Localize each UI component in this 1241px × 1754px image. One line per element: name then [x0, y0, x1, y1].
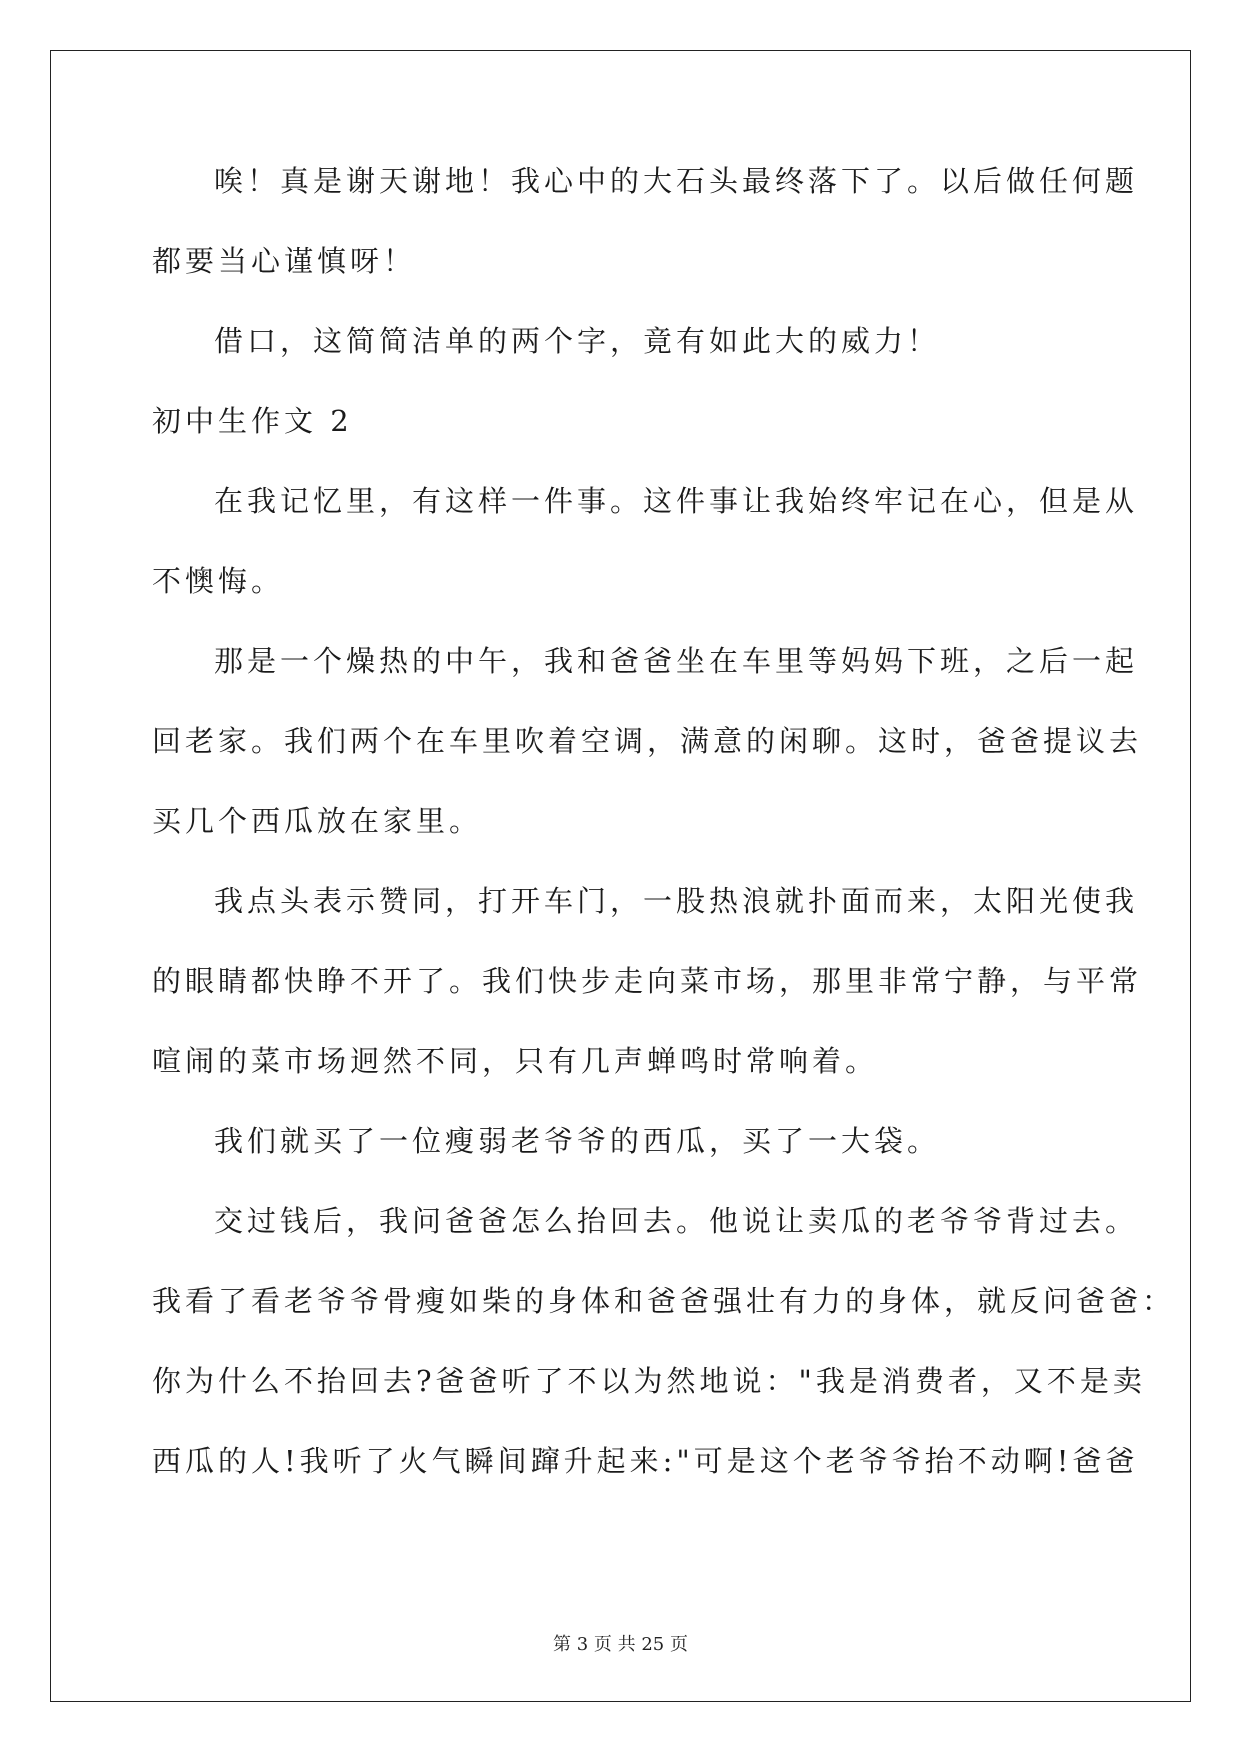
document-body: [152, 163, 1176, 1523]
text-line: 我看了看老爷爷骨瘦如柴的身体和爸爸强壮有力的身体，就反问爸爸：: [152, 1284, 1176, 1318]
text-line: 都要当心谨慎呀！: [152, 244, 417, 278]
page-number: 第 3 页 共 25 页: [553, 1634, 688, 1655]
text-line: 借口，这简简洁单的两个字，竟有如此大的威力！: [214, 324, 941, 358]
text-line: 那是一个燥热的中午，我和爸爸坐在车里等妈妈下班，之后一起: [214, 644, 1139, 678]
text-line: 买几个西瓜放在家里。: [152, 804, 483, 838]
text-line: 回老家。我们两个在车里吹着空调，满意的闲聊。这时，爸爸提议去: [152, 724, 1143, 758]
text-line: 交过钱后，我问爸爸怎么抬回去。他说让卖瓜的老爷爷背过去。: [214, 1204, 1139, 1238]
text-line: 你为什么不抬回去?爸爸听了不以为然地说："我是消费者，又不是卖: [152, 1364, 1146, 1398]
text-line: 不懊悔。: [152, 564, 285, 598]
text-line: 的眼睛都快睁不开了。我们快步走向菜市场，那里非常宁静，与平常: [152, 964, 1143, 998]
text-line: 喧闹的菜市场迥然不同，只有几声蝉鸣时常响着。: [152, 1044, 879, 1078]
text-line: 我们就买了一位瘦弱老爷爷的西瓜，买了一大袋。: [214, 1124, 941, 1158]
text-line: 西瓜的人!我听了火气瞬间蹿升起来:"可是这个老爷爷抬不动啊!爸爸: [152, 1444, 1139, 1478]
section-heading: 初中生作文 2: [152, 404, 353, 438]
text-line: 我点头表示赞同，打开车门，一股热浪就扑面而来，太阳光使我: [214, 884, 1139, 918]
text-line: 在我记忆里，有这样一件事。这件事让我始终牢记在心，但是从: [214, 484, 1139, 518]
text-line: 唉！真是谢天谢地！我心中的大石头最终落下了。以后做任何题: [214, 164, 1139, 198]
